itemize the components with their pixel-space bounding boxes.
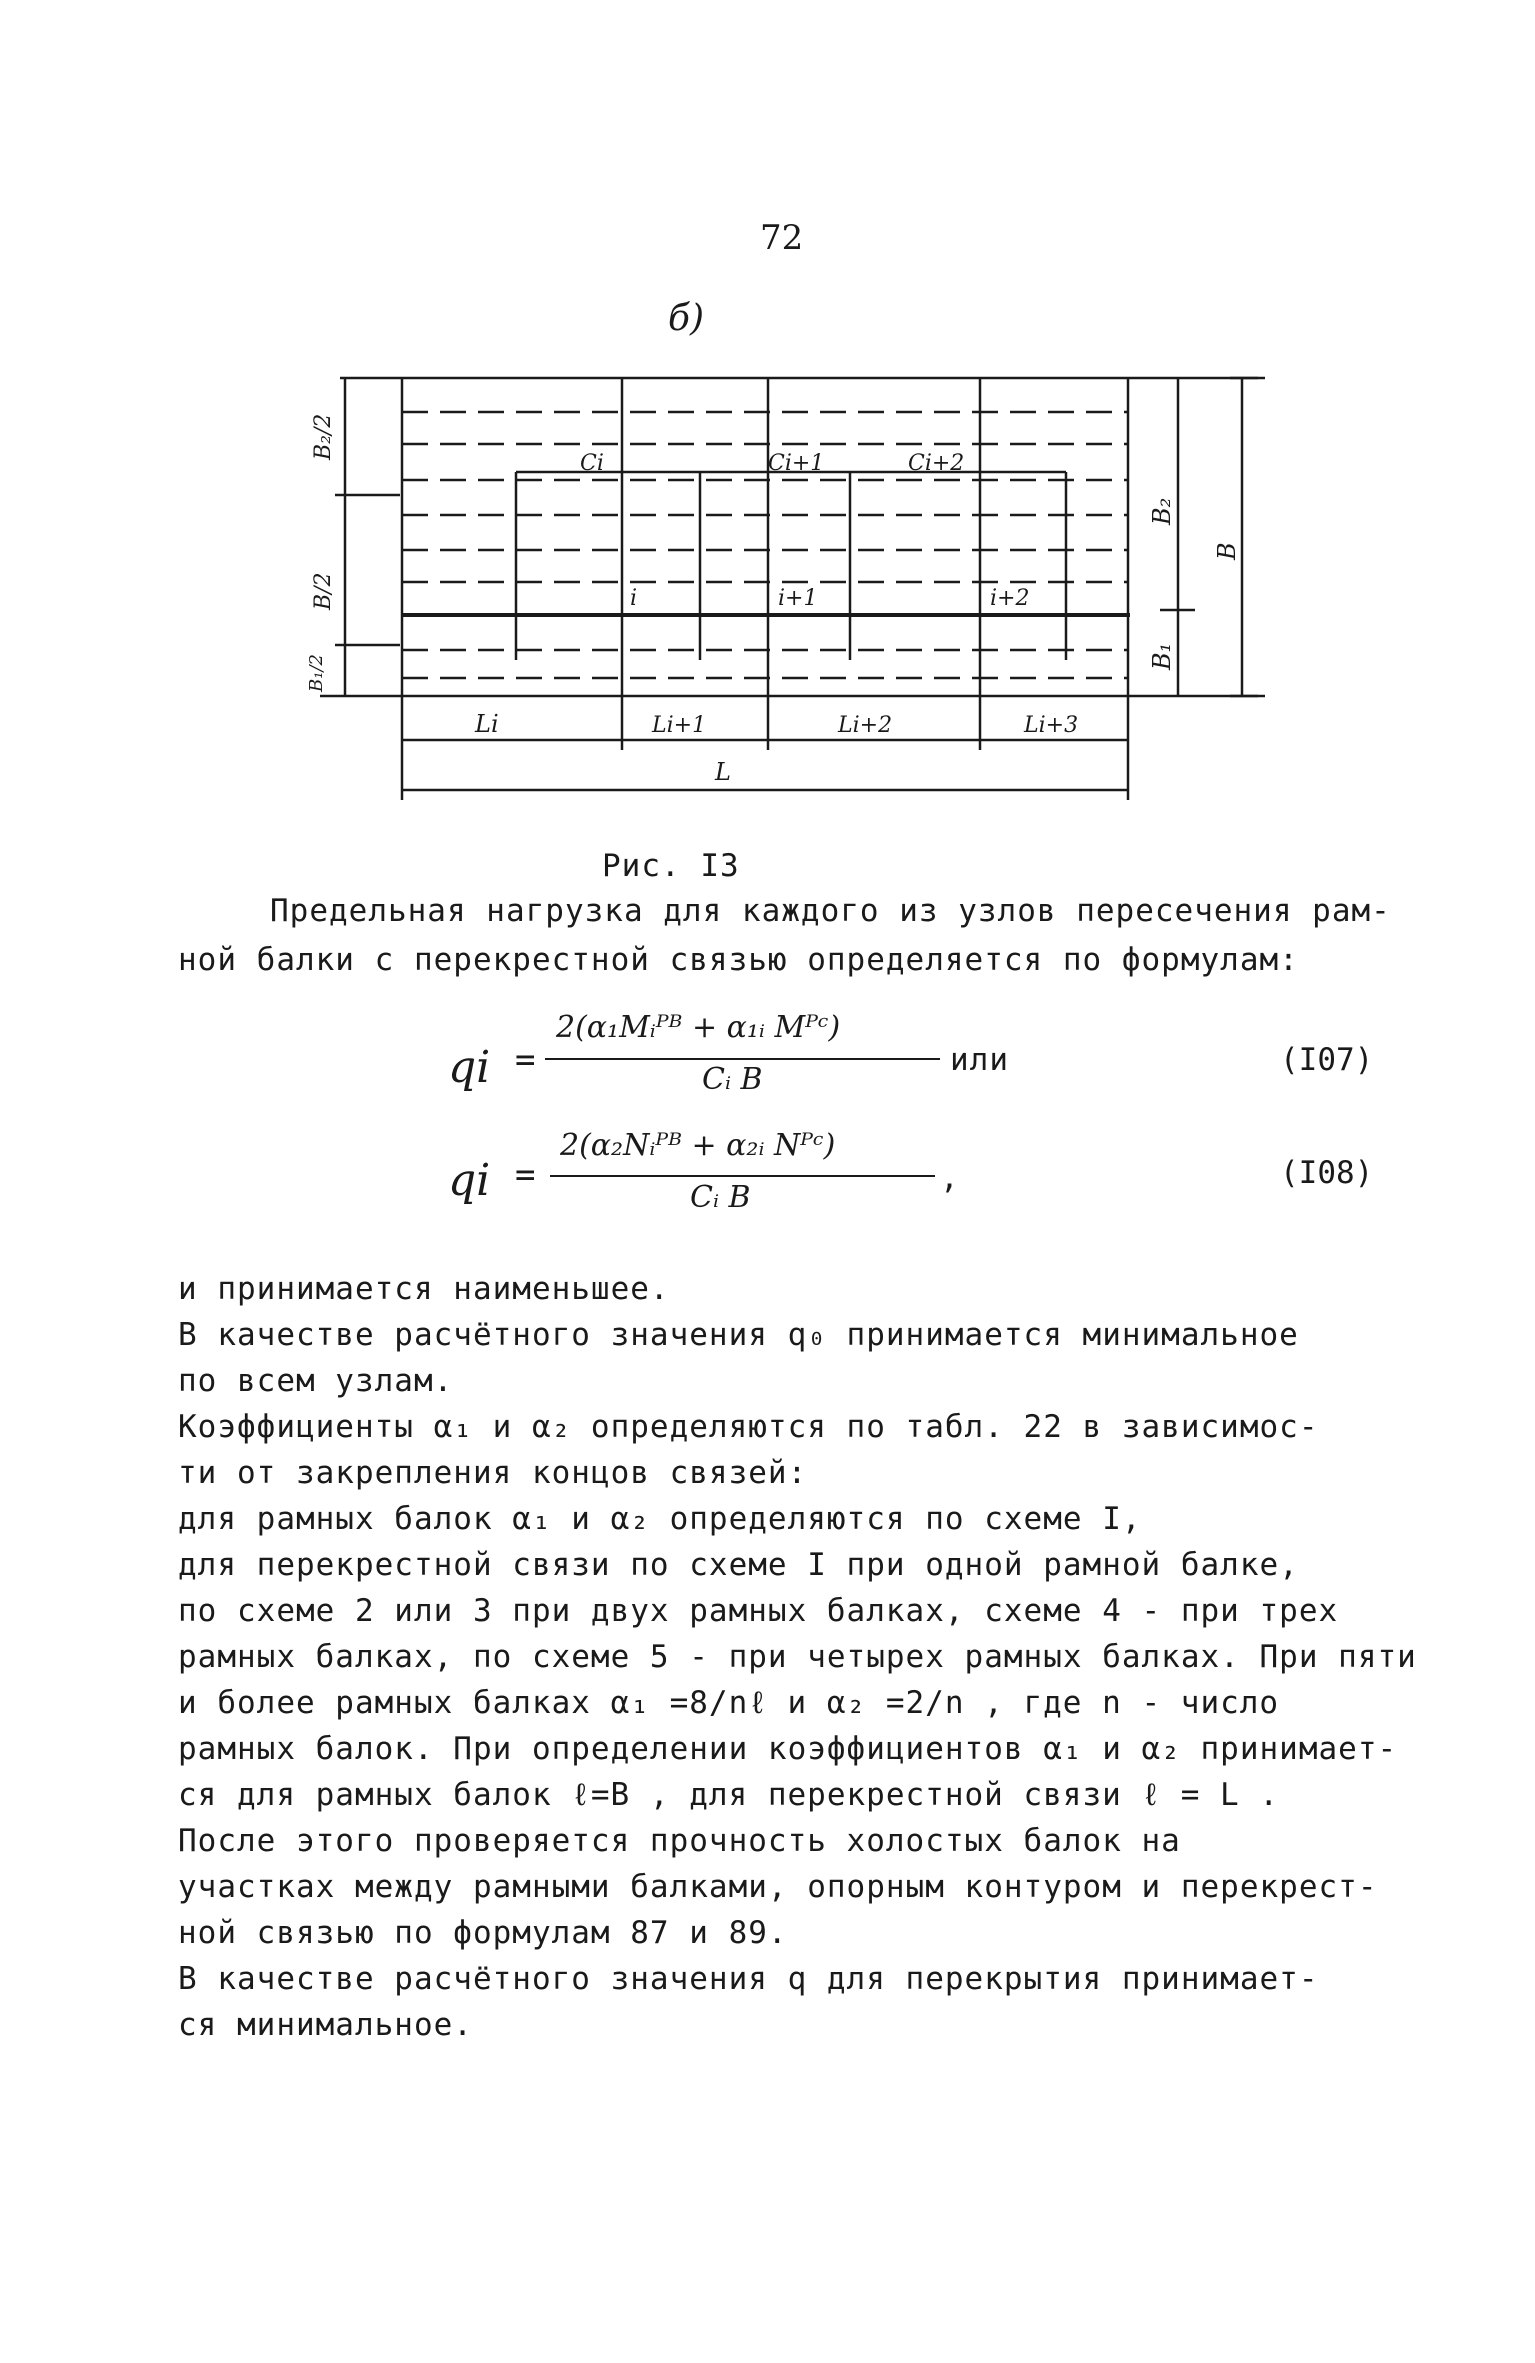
figure-panel-label: б) (668, 298, 705, 339)
body-line: Коэффициенты α₁ и α₂ определяются по табл. 22 в зависимос- (178, 1409, 1319, 1445)
label-node-i1: i+1 (778, 586, 818, 611)
label-b2: B₂ (1148, 497, 1176, 525)
body-line: В качестве расчётного значения q₀ принимается минимальное (178, 1317, 1299, 1353)
body-text (178, 1266, 1417, 2043)
label-l: L (715, 758, 731, 786)
body-line: ной связью по формулам 87 и 89. (178, 1915, 788, 1951)
formula-108-denominator: Cᵢ B (690, 1180, 751, 1215)
formula-107-suffix: или (950, 1042, 1009, 1078)
label-node-i: i (630, 586, 638, 611)
body-line: После этого проверяется прочность холостых балок на (178, 1823, 1181, 1859)
page-number: 72 (760, 218, 804, 258)
label-b-half: B/2 (311, 572, 336, 610)
formula-108-lhs: qi (448, 1155, 491, 1206)
label-node-i2: i+2 (990, 586, 1030, 611)
beam-grid-diagram (290, 360, 1270, 820)
intro-line-1: Предельная нагрузка для каждого из узлов пересечения рам- (270, 893, 1391, 929)
body-line: рамных балках, по схеме 5 - при четырех рамных балках. При пяти (178, 1639, 1417, 1675)
label-b: B (1213, 542, 1241, 560)
label-ci1: Ci+1 (768, 451, 825, 476)
label-b1: B₁ (1148, 642, 1176, 670)
label-ci2: Ci+2 (908, 451, 965, 476)
body-line: В качестве расчётного значения q для перекрытия принимает- (178, 1961, 1319, 1997)
body-line: рамных балок. При определении коэффициентов α₁ и α₂ принимает- (178, 1731, 1398, 1767)
label-li2: Li+2 (838, 713, 893, 738)
formula-107-number: (I07) (1280, 1042, 1374, 1078)
body-line: для рамных балок α₁ и α₂ определяются по схеме I, (178, 1501, 1142, 1537)
intro-line-2: ной балки с перекрестной связью определяется по формулам: (178, 942, 1299, 978)
label-li3: Li+3 (1024, 713, 1079, 738)
label-b2-half: B₂/2 (311, 413, 336, 460)
figure-caption: Рис. I3 (602, 848, 740, 884)
formula-107-numerator: 2(α₁Mᵢᴾᴮ + α₁ᵢ Mᴾᶜ) (556, 1010, 841, 1045)
body-line: по всем узлам. (178, 1363, 454, 1399)
label-ci: Ci (580, 451, 604, 476)
formula-107-denominator: Cᵢ B (702, 1062, 763, 1097)
body-line: участках между рамными балками, опорным контуром и перекрест- (178, 1869, 1378, 1905)
formula-108-suffix: , (940, 1160, 960, 1196)
formula-108-number: (I08) (1280, 1155, 1374, 1191)
body-line: ся для рамных балок ℓ=B , для перекрестной связи ℓ = L . (178, 1777, 1280, 1813)
formula-107-lhs: qi (448, 1042, 491, 1093)
body-line: и принимается наименьшее. (178, 1271, 670, 1307)
body-line: по схеме 2 или 3 при двух рамных балках, схеме 4 - при трех (178, 1593, 1339, 1629)
dashed-secondary-beams (402, 412, 1128, 678)
label-li1: Li+1 (652, 713, 707, 738)
body-line: ти от закрепления концов связей: (178, 1455, 808, 1491)
body-line: ся минимальное. (178, 2007, 473, 2043)
label-li: Li (475, 710, 499, 738)
formula-108-numerator: 2(α₂Nᵢᴾᴮ + α₂ᵢ Nᴾᶜ) (560, 1128, 836, 1163)
body-line: для перекрестной связи по схеме I при одной рамной балке, (178, 1547, 1299, 1583)
body-line: и более рамных балках α₁ =8/nℓ и α₂ =2/n , где n - число (178, 1685, 1280, 1721)
label-b1-half: B₁/2 (306, 654, 327, 692)
